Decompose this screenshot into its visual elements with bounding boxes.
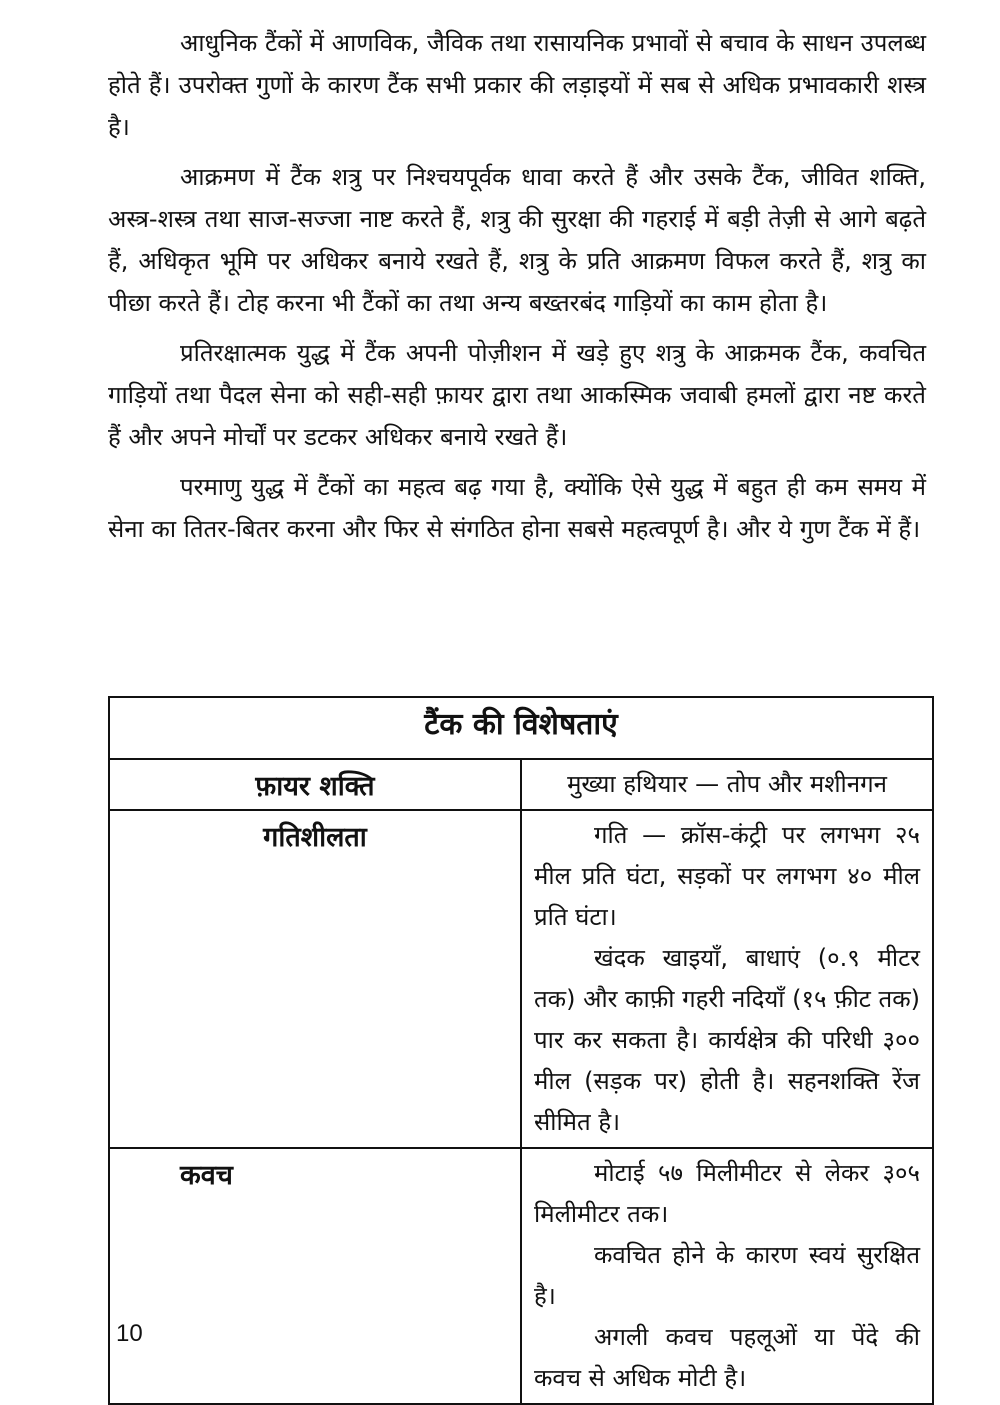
row-desc-armour [521,1148,933,1404]
tank-features-table [108,696,934,1405]
paragraph-nuclear-war: परमाणु युद्ध में टैंकों का महत्व बढ़ गया है, क्योंकि ऐसे युद्ध में बहुत ही कम समय में सेना का तितर-बितर करना और फिर से संगठित होना सबसे महत्वपूर्ण है। और ये गुण टैंक में हैं। [108,473,926,543]
row-desc-mobility [521,810,933,1148]
desc-line: मुख्या हथियार — तोप और मशीनगन [567,770,887,798]
page-number: 10 [116,1320,143,1347]
row-heading-firepower: फ़ायर शक्ति [109,759,521,810]
row-heading-mobility: गतिशीलता [109,810,521,1148]
desc-line: मोटाई ५७ मिलीमीटर से लेकर ३०५ मिलीमीटर तक। [534,1159,920,1228]
desc-line: खंदक खाइयाँ, बाधाएं (०.९ मीटर तक) और काफ़ी गहरी नदियाँ (१५ फ़ीट तक) पार कर सकता है। कार्यक्षेत्र की परिधी ३०० मील (सड़क पर) होती है। सहनशक्ति रेंज सीमित है। [534,944,920,1136]
paragraph-attack: आक्रमण में टैंक शत्रु पर निश्चयपूर्वक धावा करते हैं और उसके टैंक, जीवित शक्ति, अस्त्र-शस्त्र तथा साज-सज्जा नाष्ट करते हैं, शत्रु की सुरक्षा की गहराई में बड़ी तेज़ी से आगे बढ़ते हैं, अधिकृत भूमि पर अधिकर बनाये रखते हैं, शत्रु के प्रति आक्रमण विफल करते हैं, शत्रु का पीछा करते हैं। टोह करना भी टैंकों का तथा अन्य बख्तरबंद गाड़ियों का काम होता है। [108,163,926,317]
table-row [109,1148,933,1404]
table-title-row [109,697,933,759]
body-text [108,22,926,558]
desc-line: अगली कवच पहलूओं या पेंदे की कवच से अधिक मोटी है। [534,1323,920,1392]
desc-line: कवचित होने के कारण स्वयं सुरक्षित है। [534,1241,920,1310]
table-row [109,810,933,1148]
paragraph-protection: आधुनिक टैंकों में आणविक, जैविक तथा रासायनिक प्रभावों से बचाव के साधन उपलब्ध होते हैं। उपरोक्त गुणों के कारण टैंक सभी प्रकार की लड़ाइयों में सब से अधिक प्रभावकारी शस्त्र है। [108,29,926,141]
row-heading-armour: कवच [109,1148,521,1404]
desc-line: गति — क्रॉस-कंट्री पर लगभग २५ मील प्रति घंटा, सड़कों पर लगभग ४० मील प्रति घंटा। [534,821,920,931]
paragraph-defence: प्रतिरक्षात्मक युद्ध में टैंक अपनी पोज़ीशन में खड़े हुए शत्रु के आक्रमक टैंक, कवचित गाड़ियों तथा पैदल सेना को सही-सही फ़ायर द्वारा तथा आकस्मिक जवाबी हमलों द्वारा नष्ट करते हैं और अपने मोर्चों पर डटकर अधिकर बनाये रखते हैं। [108,339,926,451]
table-row [109,759,933,810]
row-desc-firepower [521,759,933,810]
table-title: टैंक की विशेषताएं [109,697,933,759]
